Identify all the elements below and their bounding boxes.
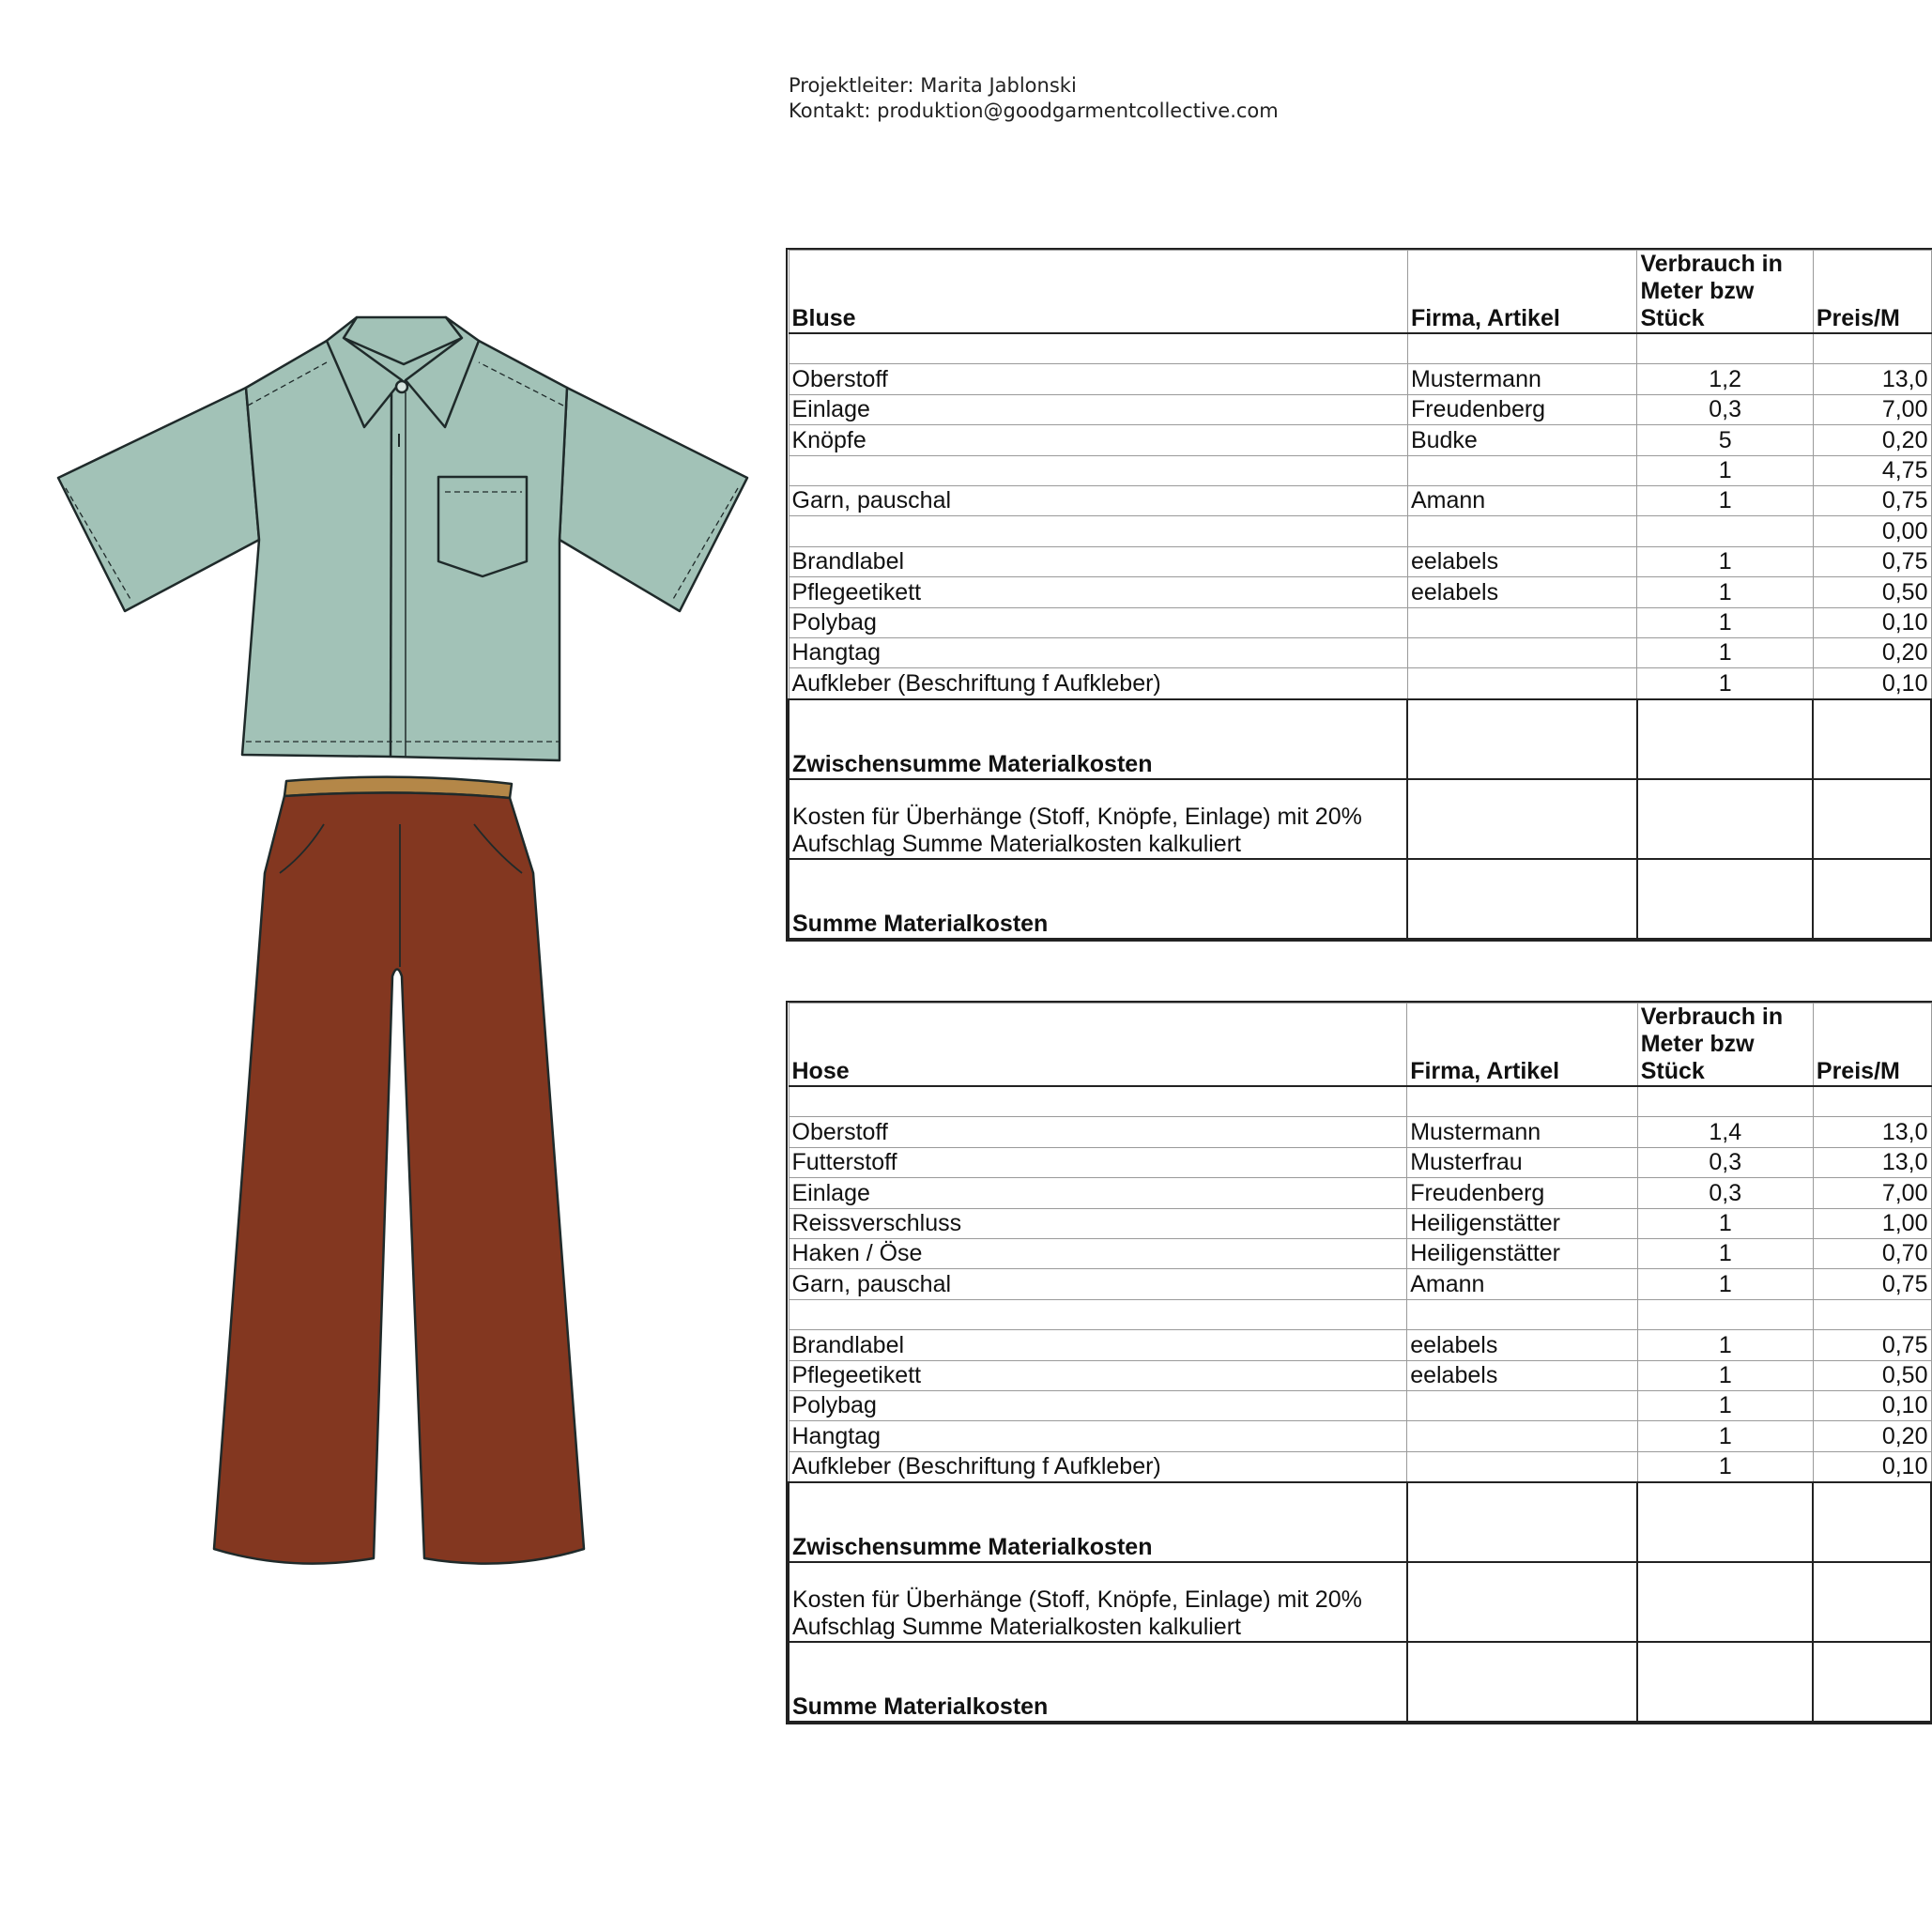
item-name-cell: Futterstoff <box>789 1147 1407 1177</box>
header-cell: Verbrauch in Meter bzw Stück <box>1637 1004 1813 1087</box>
supplier-cell: Heiligenstätter <box>1407 1238 1638 1268</box>
header-cell: Hose <box>789 1004 1407 1087</box>
garment-sketch <box>0 0 779 1931</box>
supplier-cell <box>1407 333 1637 364</box>
item-name-cell: Aufkleber (Beschriftung f Aufkleber) <box>789 1451 1407 1482</box>
supplier-cell: Mustermann <box>1407 1117 1638 1147</box>
supplier-cell: Mustermann <box>1407 364 1637 394</box>
supplier-cell: Budke <box>1407 425 1637 455</box>
contact-email-text: Kontakt: produktion@goodgarmentcollective.com <box>789 100 1279 122</box>
header-cell: Firma, Artikel <box>1407 251 1637 334</box>
price-cell: 0,10 <box>1813 1451 1931 1482</box>
table-row <box>789 455 1931 485</box>
project-lead-text: Projektleiter: Marita Jablonski <box>789 74 1077 97</box>
table-row <box>789 577 1931 607</box>
quantity-cell: 1 <box>1637 1390 1813 1420</box>
price-cell: 0,20 <box>1813 637 1931 667</box>
header-cell: Verbrauch in Meter bzw Stück <box>1637 251 1813 334</box>
supplier-cell <box>1407 1299 1638 1329</box>
item-name-cell: Garn, pauschal <box>789 485 1407 515</box>
price-cell: 0,75 <box>1813 546 1931 576</box>
quantity-cell <box>1637 1086 1813 1117</box>
table-row <box>789 637 1931 667</box>
table-row <box>789 1178 1931 1208</box>
item-name-cell: Pflegeetikett <box>789 1360 1407 1390</box>
item-name-cell: Brandlabel <box>789 546 1407 576</box>
price-cell: 0,75 <box>1813 1330 1931 1360</box>
price-cell: 0,50 <box>1813 577 1931 607</box>
bluse-cost-table <box>788 250 1932 940</box>
total-label: Summe Materialkosten <box>789 1642 1407 1722</box>
total-row <box>789 1642 1931 1722</box>
quantity-cell: 1,2 <box>1637 364 1813 394</box>
item-name-cell: Hangtag <box>789 637 1407 667</box>
supplier-cell: Freudenberg <box>1407 1178 1638 1208</box>
price-cell: 13,0 <box>1813 364 1931 394</box>
quantity-cell: 1 <box>1637 1208 1813 1238</box>
supplier-cell: Amann <box>1407 485 1637 515</box>
price-cell: 0,20 <box>1813 425 1931 455</box>
table-row <box>789 1421 1931 1451</box>
supplier-cell <box>1407 607 1637 637</box>
quantity-cell: 1 <box>1637 455 1813 485</box>
item-name-cell: Garn, pauschal <box>789 1269 1407 1299</box>
quantity-cell: 1 <box>1637 485 1813 515</box>
overhead-row <box>789 779 1931 859</box>
supplier-cell <box>1407 516 1637 546</box>
hose-cost-table <box>788 1003 1932 1723</box>
pants-illustration <box>214 777 584 1564</box>
quantity-cell: 1 <box>1637 1421 1813 1451</box>
supplier-cell: eelabels <box>1407 546 1637 576</box>
supplier-cell <box>1407 1421 1638 1451</box>
contact-block <box>789 73 1279 124</box>
table-row <box>789 1330 1931 1360</box>
item-name-cell: Pflegeetikett <box>789 577 1407 607</box>
price-cell: 0,75 <box>1813 1269 1931 1299</box>
table-row <box>789 607 1931 637</box>
quantity-cell: 0,3 <box>1637 1147 1813 1177</box>
supplier-cell <box>1407 1086 1638 1117</box>
quantity-cell <box>1637 333 1813 364</box>
table-row <box>789 1238 1931 1268</box>
table-row <box>789 516 1931 546</box>
header-cell: Bluse <box>789 251 1407 334</box>
supplier-cell <box>1407 668 1637 699</box>
item-name-cell: Hangtag <box>789 1421 1407 1451</box>
price-cell: 0,70 <box>1813 1238 1931 1268</box>
item-name-cell: Haken / Öse <box>789 1238 1407 1268</box>
price-cell: 0,10 <box>1813 668 1931 699</box>
overhead-label: Kosten für Überhänge (Stoff, Knöpfe, Einlage) mit 20% Aufschlag Summe Materialkosten kalkuliert <box>789 779 1407 859</box>
quantity-cell: 1 <box>1637 577 1813 607</box>
table-row <box>789 1360 1931 1390</box>
quantity-cell: 1 <box>1637 1360 1813 1390</box>
item-name-cell <box>789 1299 1407 1329</box>
overhead-label: Kosten für Überhänge (Stoff, Knöpfe, Einlage) mit 20% Aufschlag Summe Materialkosten kalkuliert <box>789 1562 1407 1642</box>
total-row <box>789 859 1931 939</box>
table-row <box>789 364 1931 394</box>
table-row <box>789 668 1931 699</box>
item-name-cell <box>789 1086 1407 1117</box>
table-row <box>789 394 1931 424</box>
item-name-cell: Oberstoff <box>789 1117 1407 1147</box>
price-cell: 7,00 <box>1813 1178 1931 1208</box>
table-row <box>789 1147 1931 1177</box>
supplier-cell: eelabels <box>1407 577 1637 607</box>
header-cell: Firma, Artikel <box>1407 1004 1638 1087</box>
price-cell: 1,00 <box>1813 1208 1931 1238</box>
table-row <box>789 425 1931 455</box>
price-cell: 4,75 <box>1813 455 1931 485</box>
quantity-cell: 1 <box>1637 546 1813 576</box>
shirt-right-sleeve <box>560 388 747 611</box>
table-row <box>789 1269 1931 1299</box>
item-name-cell: Polybag <box>789 607 1407 637</box>
subtotal-row <box>789 1482 1931 1562</box>
supplier-cell: eelabels <box>1407 1330 1638 1360</box>
price-cell: 0,20 <box>1813 1421 1931 1451</box>
supplier-cell <box>1407 1390 1638 1420</box>
supplier-cell: Freudenberg <box>1407 394 1637 424</box>
subtotal-label: Zwischensumme Materialkosten <box>789 1482 1407 1562</box>
table-row <box>789 333 1931 364</box>
quantity-cell: 1,4 <box>1637 1117 1813 1147</box>
table-row <box>789 1390 1931 1420</box>
price-cell: 0,00 <box>1813 516 1931 546</box>
quantity-cell: 1 <box>1637 1451 1813 1482</box>
table-row <box>789 1299 1931 1329</box>
quantity-cell: 1 <box>1637 637 1813 667</box>
price-cell <box>1813 1086 1931 1117</box>
table-row <box>789 546 1931 576</box>
quantity-cell: 1 <box>1637 1330 1813 1360</box>
quantity-cell: 1 <box>1637 607 1813 637</box>
item-name-cell: Brandlabel <box>789 1330 1407 1360</box>
supplier-cell <box>1407 637 1637 667</box>
supplier-cell: Musterfrau <box>1407 1147 1638 1177</box>
subtotal-row <box>789 699 1931 779</box>
item-name-cell <box>789 455 1407 485</box>
quantity-cell: 1 <box>1637 1238 1813 1268</box>
item-name-cell: Einlage <box>789 394 1407 424</box>
table-row <box>789 1117 1931 1147</box>
shirt-illustration <box>58 317 747 760</box>
price-cell: 7,00 <box>1813 394 1931 424</box>
price-cell: 0,10 <box>1813 607 1931 637</box>
table-header-row <box>789 1004 1931 1087</box>
header-cell: Preis/M <box>1813 1004 1931 1087</box>
shirt-button <box>396 381 407 392</box>
supplier-cell: Heiligenstätter <box>1407 1208 1638 1238</box>
price-cell: 0,50 <box>1813 1360 1931 1390</box>
item-name-cell <box>789 333 1407 364</box>
price-cell: 0,10 <box>1813 1390 1931 1420</box>
price-cell: 0,75 <box>1813 485 1931 515</box>
quantity-cell: 1 <box>1637 1269 1813 1299</box>
price-cell <box>1813 1299 1931 1329</box>
price-cell: 13,0 <box>1813 1117 1931 1147</box>
quantity-cell <box>1637 1299 1813 1329</box>
shirt-left-sleeve <box>58 388 259 611</box>
item-name-cell: Einlage <box>789 1178 1407 1208</box>
item-name-cell: Oberstoff <box>789 364 1407 394</box>
quantity-cell: 0,3 <box>1637 1178 1813 1208</box>
quantity-cell: 1 <box>1637 668 1813 699</box>
supplier-cell: Amann <box>1407 1269 1638 1299</box>
header-cell: Preis/M <box>1813 251 1931 334</box>
pants-body <box>214 792 584 1563</box>
table-row <box>789 1451 1931 1482</box>
table-row <box>789 485 1931 515</box>
supplier-cell <box>1407 455 1637 485</box>
table-row <box>789 1208 1931 1238</box>
item-name-cell <box>789 516 1407 546</box>
overhead-row <box>789 1562 1931 1642</box>
price-cell: 13,0 <box>1813 1147 1931 1177</box>
supplier-cell <box>1407 1451 1638 1482</box>
supplier-cell: eelabels <box>1407 1360 1638 1390</box>
total-label: Summe Materialkosten <box>789 859 1407 939</box>
subtotal-label: Zwischensumme Materialkosten <box>789 699 1407 779</box>
quantity-cell: 0,3 <box>1637 394 1813 424</box>
item-name-cell: Knöpfe <box>789 425 1407 455</box>
table-header-row <box>789 251 1931 334</box>
price-cell <box>1813 333 1931 364</box>
item-name-cell: Reissverschluss <box>789 1208 1407 1238</box>
quantity-cell: 5 <box>1637 425 1813 455</box>
quantity-cell <box>1637 516 1813 546</box>
item-name-cell: Aufkleber (Beschriftung f Aufkleber) <box>789 668 1407 699</box>
item-name-cell: Polybag <box>789 1390 1407 1420</box>
table-row <box>789 1086 1931 1117</box>
